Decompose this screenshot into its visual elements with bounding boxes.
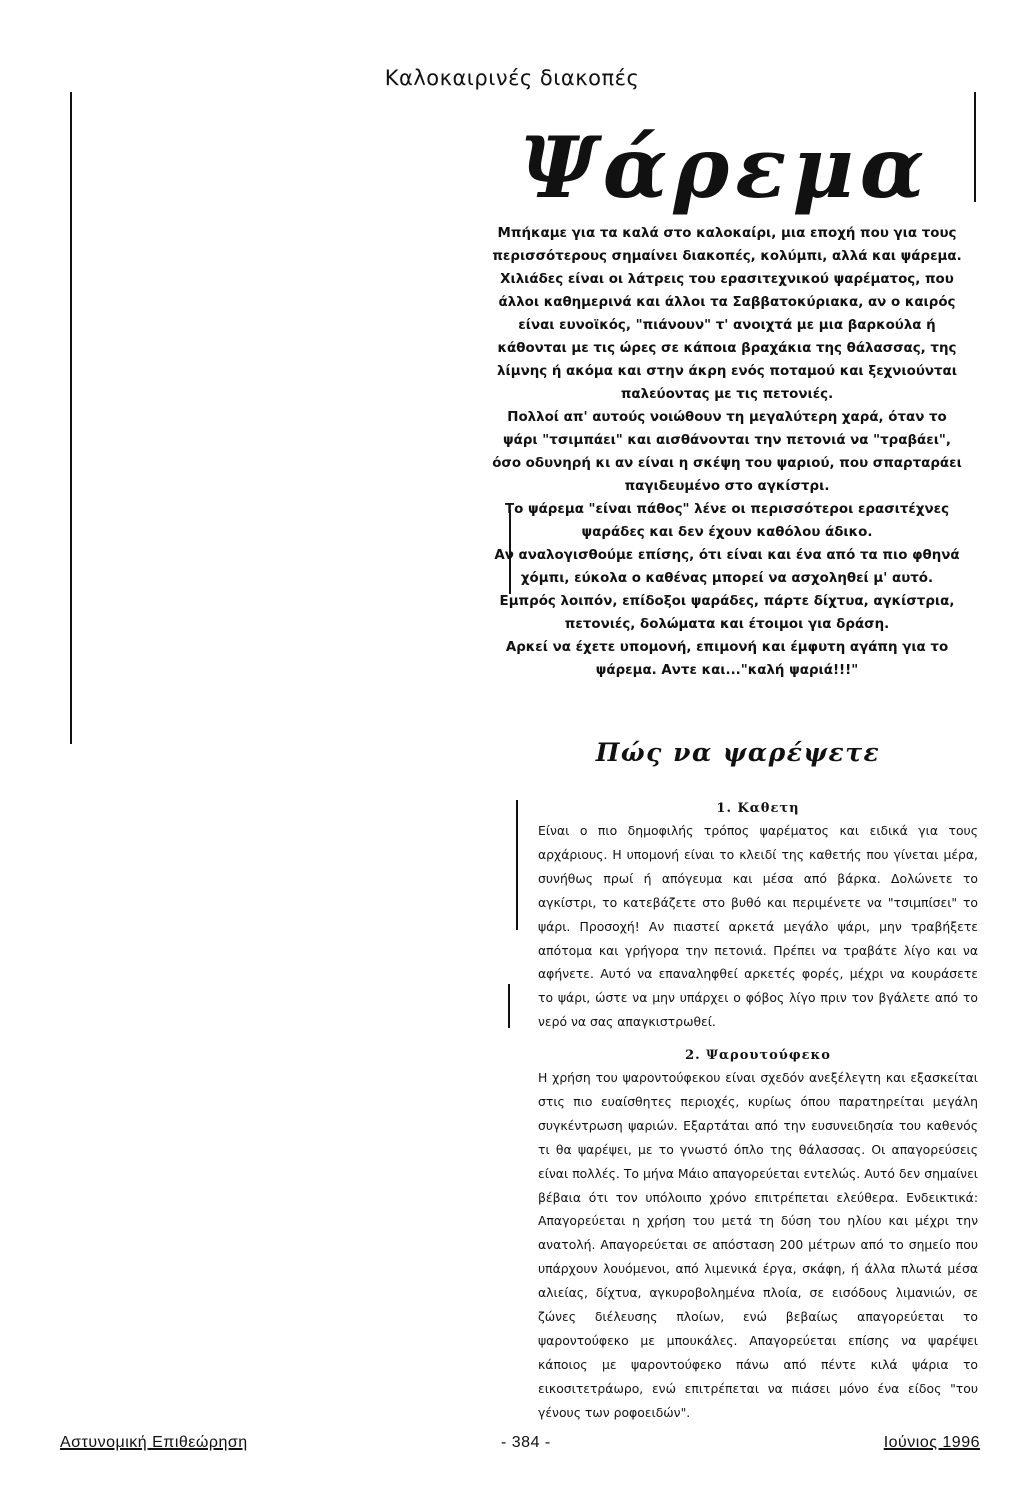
section-heading: 1. Καθετη: [716, 801, 800, 816]
section-body: Είναι ο πιο δημοφιλής τρόπος ψαρέματος και ειδικά για τους αρχάριους. Η υπομονή είναι το κλειδί της καθετής που γίνεται μέρα, συνήθως πρωί ή απόγευμα και μέσα από βάρκα. Δολώνετε το αγκίστρι, το κατεβάζετε στο βυθό και περιμένετε να "τσιμπίσει" το ψάρι. Προσοχή! Αν πιαστεί αρκετά μεγάλο ψάρι, μην τραβήξετε απότομα και γρήγορα την πετονιά. Πρέπει να τραβάτε λίγο και να αφήνετε. Αυτό να επαναληφθεί αρκετές φορές, μέχρι να κουράσετε το ψάρι, ώστε να μην υπάρχει ο φόβος λίγο πριν τον βγάλετε από το νερό να σας απαγκιστρωθεί.: [538, 823, 978, 1030]
subheading: Πώς να ψαρέψετε: [595, 738, 881, 767]
section-header: Καλοκαιρινές διακοπές: [384, 66, 640, 90]
intro-paragraph: Αρκεί να έχετε υπομονή, επιμονή και έμφυτη αγάπη για το ψάρεμα. Αντε και..."καλή ψαριά!!!": [505, 640, 949, 678]
page-footer: [60, 1434, 980, 1454]
intro-text: [490, 222, 964, 682]
intro-paragraph: Εμπρός λοιπόν, επίδοξοι ψαράδες, πάρτε δίχτυα, αγκίστρια, πετονιές, δολώματα και έτοιμοι για δράση.: [499, 594, 955, 632]
article-title: Ψάρεμα: [520, 118, 931, 217]
section-speargun: [538, 1048, 978, 1425]
section-rule-upper: [516, 800, 518, 930]
section-body: Η χρήση του ψαροντούφεκου είναι σχεδόν ανεξέλεγτη και εξασκείται στις πιο ευαίσθητες περιοχές, κυρίως όπου παρατηρείται μεγάλη συγκέντρωση ψαριών. Εξαρτάται από την ευσυνειδησία του καθενός τι θα ψαρέψει, με το γνωστό όπλο της θάλασσας. Οι απαγορεύσεις είναι πολλές. Το μήνα Μάιο απαγορεύεται εντελώς. Αυτό δεν σημαίνει βέβαια ότι τον υπόλοιπο χρόνο επιτρέπεται ελεύθερα. Ενδεικτικά: Απαγορεύεται η χρήση του μετά τη δύση του ηλίου και μέχρι την ανατολή. Απαγορεύεται σε απόσταση 200 μέτρων από το σημείο που υπάρχουν λουόμενοι, από λιμενικά έργα, σκάφη, ή άλλα πλωτά μέσα αλιείας, δίχτυα, αγκυροβολημένα πλοία, σε εισόδους λιμανιών, σε ζώνες διέλευσης πλοίων, ενώ βεβαίως απαγορεύεται το ψαροντούφεκο με μπουκάλες. Απαγορεύεται επίσης να ψαρέψει κάποιος με ψαροντούφεκο πάνω από πέντε κιλά ψάρια το εικοσιτετράωρο, ενώ επιτρέπεται να πιάσει μόνο ένα είδος "του γένους των ροφοειδών".: [538, 1070, 978, 1420]
intro-paragraph: Αν αναλογισθούμε επίσης, ότι είναι και ένα από τα πιο φθηνά χόμπι, εύκολα ο καθένας μπορεί να ασχοληθεί μ' αυτό.: [494, 548, 960, 586]
intro-paragraph: Μπήκαμε για τα καλά στο καλοκαίρι, μια εποχή που για τους περισσότερους σημαίνει διακοπές, κολύμπι, αλλά και ψάρεμα.: [492, 226, 962, 264]
intro-paragraph: Χιλιάδες είναι οι λάτρεις του ερασιτεχνικού ψαρέματος, που άλλοι καθημερινά και άλλοι τα Σαββατοκύριακα, αν ο καιρός είναι ευνοϊκός, "πιάνουν" τ' ανοιχτά με μια βαρκούλα ή κάθονται με τις ώρες σε κάποια βραχάκια της θάλασσας, της λίμνης ή ακόμα και στην άκρη ενός ποταμού και ξεχνιούνται παλεύοντας με τις πετονιές.: [497, 272, 957, 402]
footer-publication: Αστυνομική Επιθεώρηση: [60, 1434, 248, 1451]
section-vertical-fishing: [538, 801, 978, 1034]
column-rule-top: [70, 92, 72, 744]
footer-date: Ιούνιος 1996: [883, 1434, 980, 1451]
intro-paragraph: Πολλοί απ' αυτούς νοιώθουν τη μεγαλύτερη χαρά, όταν το ψάρι "τσιμπάει" και αισθάνονται την πετονιά να "τραβάει", όσο οδυνηρή κι αν είναι η σκέψη του ψαριού, που σπαρταράει παγιδευμένο στο αγκίστρι.: [492, 410, 962, 494]
intro-paragraph: Το ψάρεμα "είναι πάθος" λένε οι περισσότεροι ερασιτέχνες ψαράδες και δεν έχουν καθόλου άδικο.: [504, 502, 950, 540]
footer-page-number: - 384 -: [501, 1434, 551, 1451]
section-heading: 2. Ψαρουτούφεκο: [685, 1048, 831, 1063]
section-rule-lower: [508, 984, 510, 1028]
